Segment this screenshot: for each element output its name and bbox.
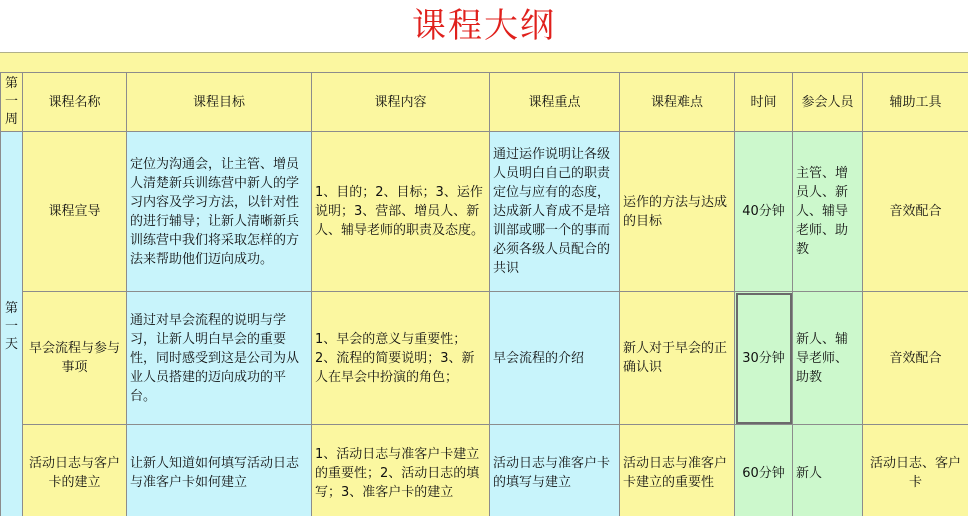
page-title: 课程大纲 — [412, 6, 556, 46]
cell-tools[interactable]: 音效配合 — [863, 132, 968, 292]
cell-tools[interactable]: 活动日志、客户卡 — [863, 425, 968, 516]
cell-course-name[interactable]: 早会流程与参与事项 — [23, 292, 127, 425]
cell-objective[interactable]: 定位为沟通会，让主管、增员人清楚新兵训练营中新人的学习内容及学习方法，以针对性的进行辅导；让新人清晰新兵训练营中我们将采取怎样的方法来帮助他们迈向成功。 — [127, 132, 312, 292]
header-key-points[interactable]: 课程重点 — [490, 73, 620, 132]
header-row — [1, 73, 968, 132]
course-outline-table — [0, 72, 968, 516]
header-strip — [0, 52, 968, 72]
cell-tools[interactable]: 音效配合 — [863, 292, 968, 425]
cell-key-points[interactable]: 活动日志与准客户卡的填写与建立 — [490, 425, 620, 516]
table-row — [1, 132, 968, 292]
header-participants[interactable]: 参会人员 — [793, 73, 863, 132]
cell-difficulties[interactable]: 活动日志与准客户卡建立的重要性 — [620, 425, 735, 516]
cell-difficulties[interactable]: 新人对于早会的正确认识 — [620, 292, 735, 425]
cell-participants[interactable]: 新人、辅导老师、助教 — [793, 292, 863, 425]
cell-participants[interactable]: 主管、增员人、新人、辅导老师、助教 — [793, 132, 863, 292]
table-row — [1, 292, 968, 425]
day-label-cell[interactable]: 第一天 — [1, 132, 23, 516]
cell-objective[interactable]: 通过对早会流程的说明与学习，让新人明白早会的重要性，同时感受到这是公司为从业人员搭建的迈向成功的平台。 — [127, 292, 312, 425]
cell-participants[interactable]: 新人 — [793, 425, 863, 516]
cell-key-points[interactable]: 通过运作说明让各级人员明白自己的职责定位与应有的态度，达成新人育成不是培训部或哪一个的事而必须各级人员配合的共识 — [490, 132, 620, 292]
cell-time-selected[interactable]: 30分钟 — [735, 292, 793, 425]
header-week[interactable]: 第一周 — [1, 73, 23, 132]
header-difficulties[interactable]: 课程难点 — [620, 73, 735, 132]
header-time[interactable]: 时间 — [735, 73, 793, 132]
cell-objective[interactable]: 让新人知道如何填写活动日志与准客户卡如何建立 — [127, 425, 312, 516]
header-course-name[interactable]: 课程名称 — [23, 73, 127, 132]
cell-content[interactable]: 1、早会的意义与重要性；2、流程的简要说明；3、新人在早会中扮演的角色； — [312, 292, 490, 425]
cell-time[interactable]: 60分钟 — [735, 425, 793, 516]
cell-time[interactable]: 40分钟 — [735, 132, 793, 292]
table-row — [1, 425, 968, 516]
header-objective[interactable]: 课程目标 — [127, 73, 312, 132]
cell-course-name[interactable]: 活动日志与客户卡的建立 — [23, 425, 127, 516]
cell-course-name[interactable]: 课程宣导 — [23, 132, 127, 292]
cell-key-points[interactable]: 早会流程的介绍 — [490, 292, 620, 425]
cell-content[interactable]: 1、活动日志与准客户卡建立的重要性；2、活动日志的填写；3、准客户卡的建立 — [312, 425, 490, 516]
header-tools[interactable]: 辅助工具 — [863, 73, 968, 132]
cell-difficulties[interactable]: 运作的方法与达成的目标 — [620, 132, 735, 292]
header-content[interactable]: 课程内容 — [312, 73, 490, 132]
cell-content[interactable]: 1、目的；2、目标；3、运作说明；3、营部、增员人、新人、辅导老师的职责及态度。 — [312, 132, 490, 292]
